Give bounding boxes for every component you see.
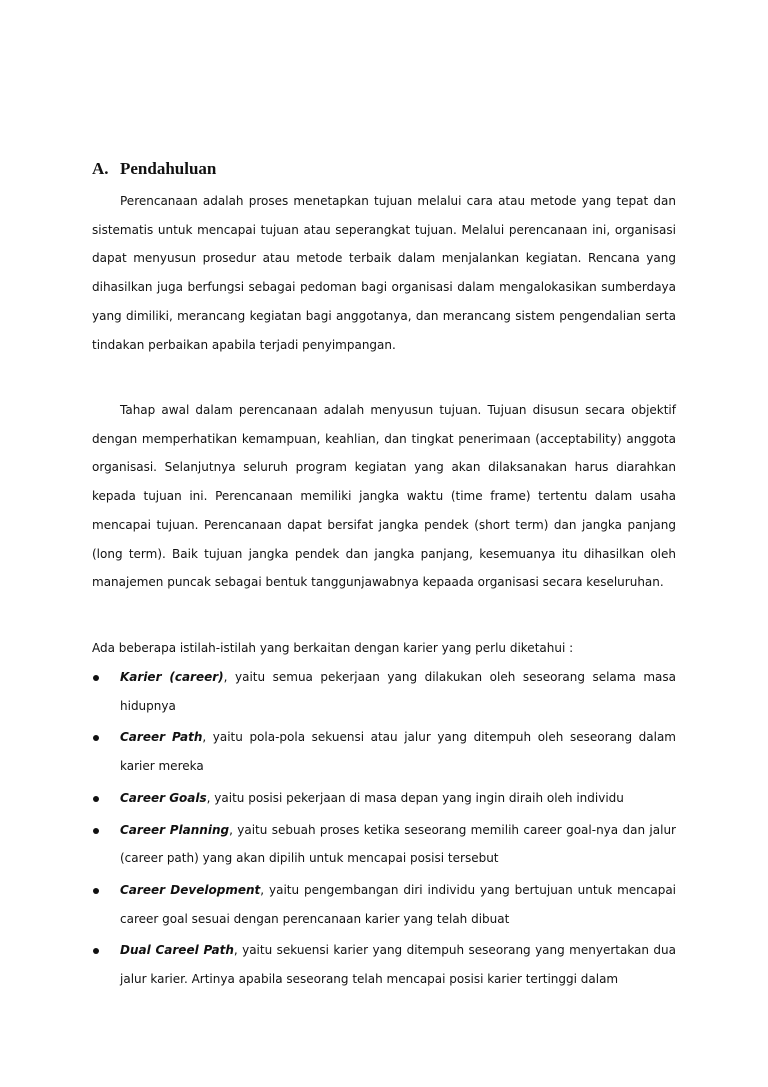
term-description: , yaitu sebuah proses ketika seseorang memilih career goal-nya dan jalur (career path) yang akan dipilih untuk mencapai posisi tersebut [120,822,676,866]
term-name: Career Goals [120,790,207,805]
term-name: Career Development [120,882,261,897]
bullet-icon [93,828,99,834]
term-description: , yaitu posisi pekerjaan di masa depan yang ingin diraih oleh individu [206,790,624,805]
list-intro: Ada beberapa istilah-istilah yang berkaitan dengan karier yang perlu diketahui : [92,641,574,655]
term-name: Career Path [120,730,203,745]
career-terms-list [92,663,676,997]
list-item [92,723,676,780]
bullet-icon [93,735,99,741]
term-description: , yaitu pengembangan diri individu yang bertujuan untuk mencapai career goal sesuai dengan perencanaan karier yang telah dibuat [120,882,677,926]
bullet-icon [93,675,99,681]
bullet-icon [93,796,99,802]
paragraph-perencanaan: Perencanaan adalah proses menetapkan tujuan melalui cara atau metode yang tepat dan sistematis untuk mencapai tujuan atau seperangkat tujuan. Melalui perencanaan ini, organisasi dapat menyusun prosedur atau metode terbaik dalam menjalankan kegiatan. Rencana yang dihasilkan juga berfungsi sebagai pedoman bagi organisasi dalam mengalokasikan sumberdaya yang dimiliki, merancang kegiatan bagi anggotanya, dan merancang sistem pengendalian serta tindakan perbaikan apabila terjadi penyimpangan. [92,194,676,352]
term-name: Career Planning [120,822,230,837]
list-item [92,816,676,873]
section-number: A. [92,159,109,178]
term-name: Dual Careel Path [120,943,234,958]
term-description: , yaitu semua pekerjaan yang dilakukan oleh seseorang selama masa hidupnya [120,670,676,713]
list-item [92,663,676,720]
section-heading [92,157,216,181]
list-item [92,876,676,933]
list-item [92,936,676,993]
bullet-icon [93,948,99,954]
term-description: , yaitu sekuensi karier yang ditempuh seseorang yang menyertakan dua jalur karier. Artinya apabila seseorang telah mencapai posisi karier tertinggi dalam [120,943,676,987]
term-name: Karier (career) [120,670,224,684]
list-item [92,784,676,813]
bullet-icon [93,888,99,894]
term-description: , yaitu pola-pola sekuensi atau jalur yang ditempuh oleh seseorang dalam karier mereka [120,730,676,774]
paragraph-tahap-awal: Tahap awal dalam perencanaan adalah menyusun tujuan. Tujuan disusun secara objektif dengan memperhatikan kemampuan, keahlian, dan tingkat penerimaan (acceptability) anggota organisasi. Selanjutnya seluruh program kegiatan yang akan dilaksanakan harus diarahkan kepada tujuan ini. Perencanaan memiliki jangka waktu (time frame) tertentu dalam usaha mencapai tujuan. Perencanaan dapat bersifat jangka pendek (short term) dan jangka panjang (long term). Baik tujuan jangka pendek dan jangka panjang, kesemuanya itu dihasilkan oleh manajemen puncak sebagai bentuk tanggunjawabnya kepaada organisasi secara keseluruhan. [92,403,676,590]
section-title: Pendahuluan [120,159,217,178]
